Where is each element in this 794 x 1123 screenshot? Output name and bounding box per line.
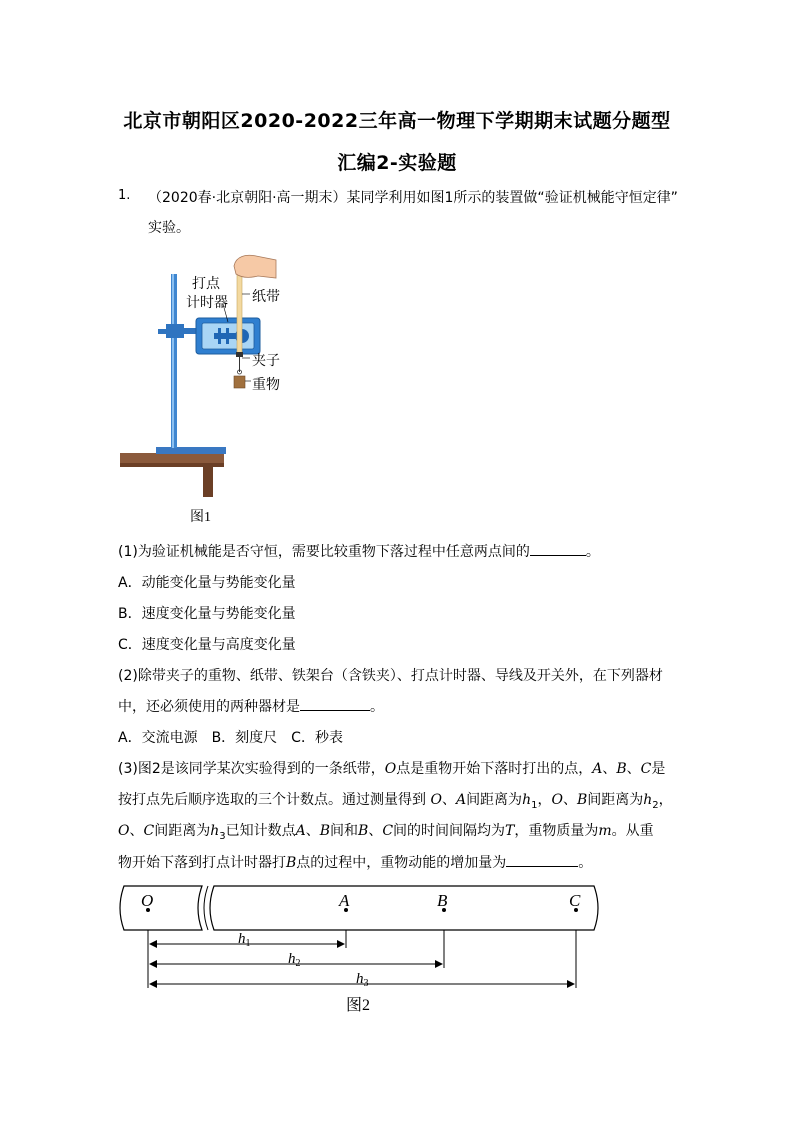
label-h2: $h_2$ bbox=[288, 951, 301, 969]
part1-option-c: C．速度变化量与高度变化量 bbox=[118, 637, 296, 653]
var-B: B bbox=[358, 823, 369, 839]
clamp bbox=[166, 324, 184, 338]
var-h1-sub: 1 bbox=[531, 799, 538, 811]
part3-text: 间和 bbox=[330, 823, 359, 839]
part2-stem-line1: (2)除带夹子的重物、纸带、铁架台（含铁夹）、打点计时器、导线及开关外，在下列器材 bbox=[118, 668, 663, 684]
part3-text: 、 bbox=[562, 792, 577, 808]
part3-answer-blank[interactable] bbox=[506, 852, 578, 867]
part3-text: ， bbox=[658, 792, 673, 808]
tape-left-segment bbox=[120, 886, 202, 930]
var-O: O bbox=[384, 761, 397, 777]
part3-text: ， bbox=[537, 792, 552, 808]
table-top-edge bbox=[120, 463, 224, 467]
clip bbox=[236, 352, 243, 357]
part3-text: ，重物质量为 bbox=[514, 823, 599, 839]
label-jiazi: 夹子 bbox=[252, 353, 280, 369]
var-O: O bbox=[551, 792, 563, 808]
label-B: B bbox=[437, 891, 448, 910]
question-number: 1. bbox=[118, 188, 131, 203]
var-h1: h bbox=[522, 792, 532, 808]
figure2-caption: 图2 bbox=[346, 997, 371, 1014]
part3-line2 bbox=[118, 789, 673, 811]
part3-text: 点的过程中，重物动能的增加量为 bbox=[296, 855, 507, 871]
figure2-paper-tape bbox=[110, 880, 610, 1025]
label-A: A bbox=[339, 891, 350, 910]
label-O: O bbox=[141, 891, 154, 910]
label-C: C bbox=[569, 891, 581, 910]
part3-text: 已知计数点 bbox=[225, 823, 296, 839]
part3-text: 、 bbox=[602, 761, 617, 777]
part3-text: 物开始下落到打点计时器打 bbox=[118, 855, 286, 871]
var-B: B bbox=[319, 823, 331, 839]
part2-stem-text: 中，还必须使用的两种器材是 bbox=[118, 699, 300, 715]
part1-stem-end: 。 bbox=[585, 544, 600, 560]
part3-text: 点是重物开始下落时打出的点， bbox=[396, 761, 593, 777]
table-leg bbox=[203, 467, 213, 497]
weight bbox=[234, 376, 245, 388]
tape-right-segment bbox=[210, 886, 598, 930]
var-h3-sub: 3 bbox=[219, 830, 226, 842]
part3-text: 、 bbox=[305, 823, 320, 839]
part3-text: 。 bbox=[578, 855, 593, 871]
part3-line4 bbox=[118, 852, 592, 872]
part3-text: 按打点先后顺序选取的三个计数点。通过测量得到 bbox=[118, 792, 431, 808]
part2-stem-line2 bbox=[118, 696, 384, 716]
part1-answer-blank[interactable] bbox=[530, 541, 586, 556]
part3-text: 、 bbox=[368, 823, 383, 839]
label-h1: $h_1$ bbox=[238, 931, 251, 949]
part3-text: 是 bbox=[651, 761, 666, 777]
var-B: B bbox=[616, 761, 627, 777]
question-stem-line1: （2020春·北京朝阳·高一期末）某同学利用如图1所示的装置做“验证机械能守恒定律” bbox=[148, 190, 678, 206]
var-C: C bbox=[640, 761, 652, 777]
var-A: A bbox=[295, 823, 306, 839]
label-zhongwu: 重物 bbox=[252, 377, 280, 393]
part3-text: 。从重 bbox=[611, 823, 654, 839]
var-C: C bbox=[382, 823, 394, 839]
part2-stem-end: 。 bbox=[370, 699, 384, 715]
question-stem-line2: 实验。 bbox=[148, 220, 190, 236]
label-h3: $h_3$ bbox=[356, 971, 369, 989]
hand bbox=[234, 255, 276, 278]
part3-line3 bbox=[118, 820, 654, 842]
stand-base bbox=[156, 447, 226, 454]
part3-line1 bbox=[118, 758, 665, 778]
part3-text: 间距离为 bbox=[466, 792, 523, 808]
part1-stem-text: (1)为验证机械能是否守恒，需要比较重物下落过程中任意两点间的 bbox=[118, 544, 530, 560]
part3-text: 间距离为 bbox=[587, 792, 644, 808]
part1-stem bbox=[118, 541, 600, 561]
part3-text: 、 bbox=[441, 792, 456, 808]
part2-options: A．交流电源 B．刻度尺 C．秒表 bbox=[118, 730, 343, 746]
document-title-line2: 汇编2-实验题 bbox=[337, 152, 457, 174]
var-h2-sub: 2 bbox=[652, 799, 659, 811]
part1-option-b: B．速度变化量与势能变化量 bbox=[118, 606, 296, 622]
var-m: m bbox=[598, 823, 612, 839]
var-h2: h bbox=[643, 792, 653, 808]
part1-option-a: A．动能变化量与势能变化量 bbox=[118, 575, 296, 591]
var-C: C bbox=[143, 823, 155, 839]
figure1-caption: 图1 bbox=[190, 510, 211, 525]
label-dadian: 打点 bbox=[192, 276, 220, 292]
label-jishiqi: 计时器 bbox=[186, 295, 228, 311]
part3-text: 、 bbox=[626, 761, 641, 777]
var-O: O bbox=[430, 792, 442, 808]
part3-text: 间距离为 bbox=[154, 823, 211, 839]
var-T: T bbox=[505, 823, 515, 839]
var-h3: h bbox=[210, 823, 220, 839]
part3-text: 、 bbox=[129, 823, 144, 839]
label-zhidai: 纸带 bbox=[252, 289, 280, 305]
part3-text: 间的时间间隔均为 bbox=[393, 823, 506, 839]
var-B: B bbox=[576, 792, 588, 808]
var-A: A bbox=[592, 761, 603, 777]
var-O: O bbox=[118, 823, 130, 839]
part2-answer-blank[interactable] bbox=[300, 696, 370, 711]
var-A: A bbox=[455, 792, 467, 808]
var-B: B bbox=[286, 855, 297, 871]
document-title-line1: 北京市朝阳区2020-2022三年高一物理下学期期末试题分题型 bbox=[123, 110, 671, 132]
part3-text: (3)图2是该同学某次实验得到的一条纸带， bbox=[118, 761, 385, 777]
